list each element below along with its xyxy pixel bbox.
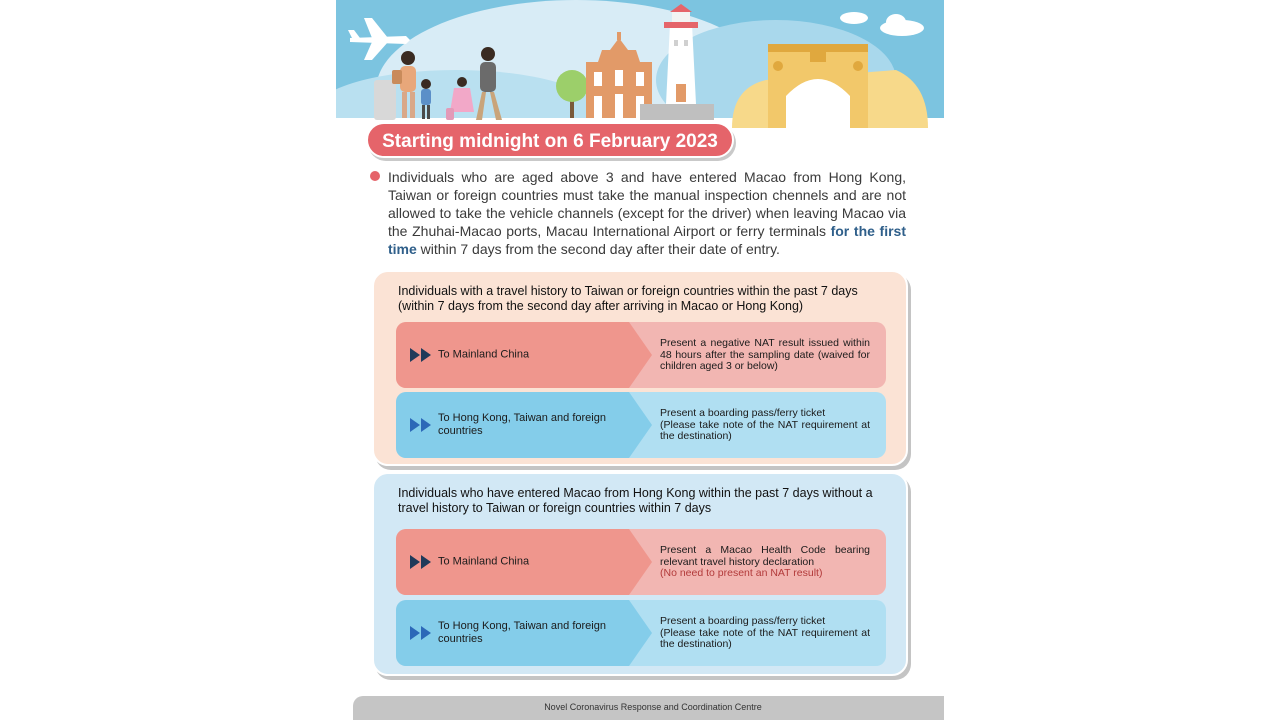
intro-highlight: for the first time xyxy=(388,223,907,257)
poster xyxy=(336,0,944,720)
destination-label: To Hong Kong, Taiwan and foreign countries xyxy=(438,620,606,645)
panel-title: Individuals who have entered Macao from Hong Kong within the past 7 days without a travel history to Taiwan or foreign countries within 7 days xyxy=(398,486,873,515)
luggage-icon xyxy=(374,80,396,120)
requirement-text xyxy=(660,338,870,373)
banner-illustration xyxy=(336,0,944,128)
panel-entered-from-hong-kong xyxy=(372,472,908,676)
panel-travel-history-taiwan-foreign xyxy=(372,270,908,466)
requirement-text xyxy=(660,545,870,580)
intro-text-before: Individuals who are aged above 3 and have entered Macao from Hong Kong, Taiwan or foreign countries must take the manual inspection chennels and are not allowed to take the vehicle channels (except for the driver) when leaving Macao via the Zhuhai-Macao ports, Macau International Airport or ferry terminals xyxy=(388,169,906,239)
destination-label: To Mainland China xyxy=(438,555,530,568)
headline-banner: Starting midnight on 6 February 2023 xyxy=(366,122,734,158)
intro-text xyxy=(388,168,906,258)
requirement-text xyxy=(660,616,870,651)
footer-credit: Novel Coronavirus Response and Coordination Centre xyxy=(353,696,944,720)
double-arrow-right-icon xyxy=(410,418,434,432)
intro-paragraph xyxy=(370,168,906,258)
requirement-note: (Please take note of the NAT requirement at the destination) xyxy=(660,626,870,650)
intro-text-after: within 7 days from the second day after their date of entry. xyxy=(416,241,780,257)
double-arrow-right-icon xyxy=(410,348,434,362)
row-to-mainland-china xyxy=(396,529,886,595)
requirement-note: (Please take note of the NAT requirement at the destination) xyxy=(660,418,870,442)
destination-label: To Mainland China xyxy=(438,348,530,361)
double-arrow-right-icon xyxy=(410,555,434,569)
bullet-icon xyxy=(370,171,380,181)
row-to-mainland-china xyxy=(396,322,886,388)
row-to-hk-taiwan-foreign xyxy=(396,392,886,458)
requirement-main: Present a Macao Health Code bearing relevant travel history declaration xyxy=(660,543,870,568)
requirement-text xyxy=(660,408,870,443)
row-to-hk-taiwan-foreign xyxy=(396,600,886,666)
requirement-note: (No need to present an NAT result) xyxy=(660,566,823,579)
requirement-main: Present a negative NAT result issued within 48 hours after the sampling date (waived for children aged 3 or below) xyxy=(660,336,870,372)
double-arrow-right-icon xyxy=(410,626,434,640)
requirement-main: Present a boarding pass/ferry ticket xyxy=(660,406,826,419)
requirement-main: Present a boarding pass/ferry ticket xyxy=(660,614,826,627)
destination-label: To Hong Kong, Taiwan and foreign countries xyxy=(438,412,606,437)
panel-title: Individuals with a travel history to Taiwan or foreign countries within the past 7 days (within 7 days from the second day after arriving in Macao or Hong Kong) xyxy=(398,284,858,313)
